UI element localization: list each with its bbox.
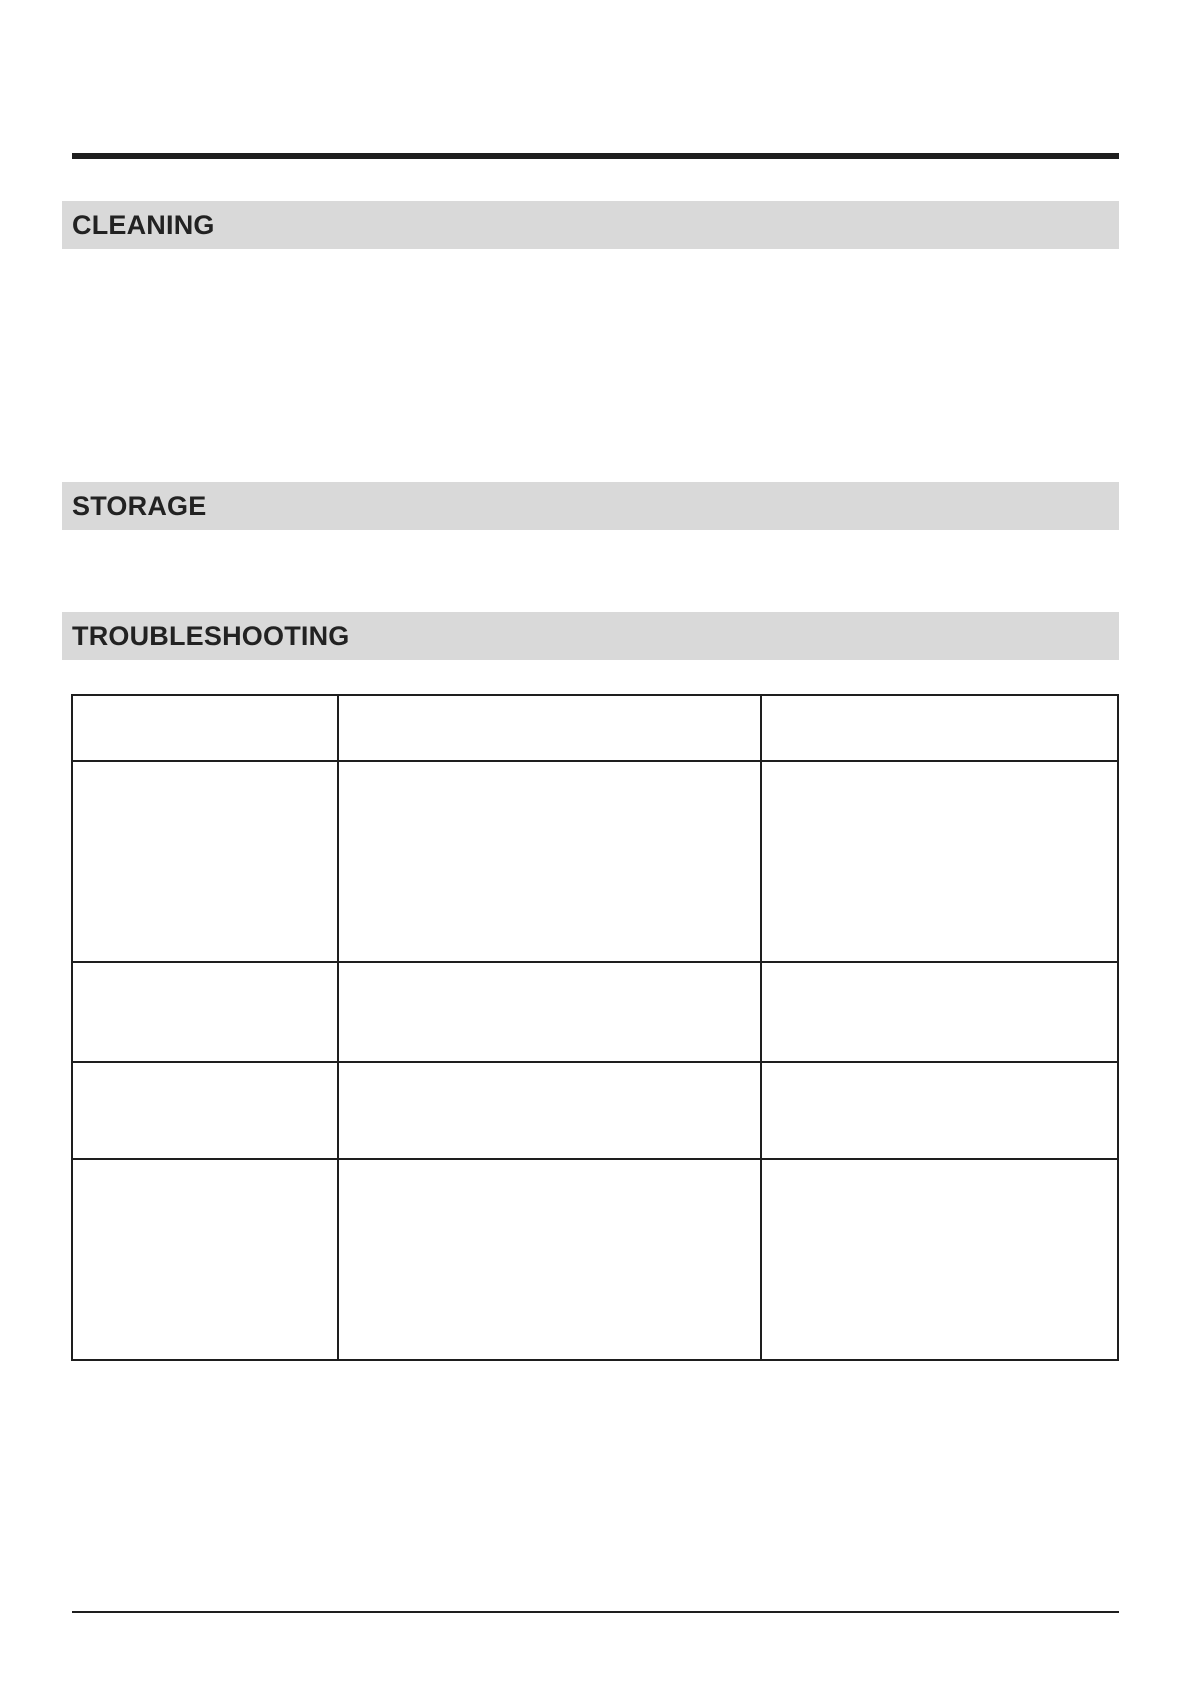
table-cell (761, 695, 1118, 761)
table-cell (72, 695, 338, 761)
troubleshooting-table (71, 694, 1119, 1361)
table-cell (761, 1159, 1118, 1360)
table-cell (72, 1159, 338, 1360)
storage-section-header (62, 482, 1119, 530)
table-cell (72, 761, 338, 962)
table-row (72, 962, 1118, 1062)
table-row (72, 761, 1118, 962)
cleaning-heading: CLEANING (72, 209, 215, 240)
table-cell (761, 1062, 1118, 1159)
cleaning-section-header (62, 201, 1119, 249)
top-rule (72, 153, 1119, 159)
table-cell (72, 1062, 338, 1159)
table-cell (72, 962, 338, 1062)
table-row (72, 1159, 1118, 1360)
table-cell (761, 962, 1118, 1062)
storage-heading: STORAGE (72, 490, 207, 521)
table-cell (338, 1159, 761, 1360)
table-row (72, 1062, 1118, 1159)
table-header-row (72, 695, 1118, 761)
table-cell (338, 695, 761, 761)
bottom-rule (72, 1611, 1119, 1613)
table-cell (338, 962, 761, 1062)
table-cell (761, 761, 1118, 962)
troubleshooting-heading: TROUBLESHOOTING (72, 620, 350, 651)
table-cell (338, 761, 761, 962)
troubleshooting-section-header (62, 612, 1119, 660)
table-cell (338, 1062, 761, 1159)
